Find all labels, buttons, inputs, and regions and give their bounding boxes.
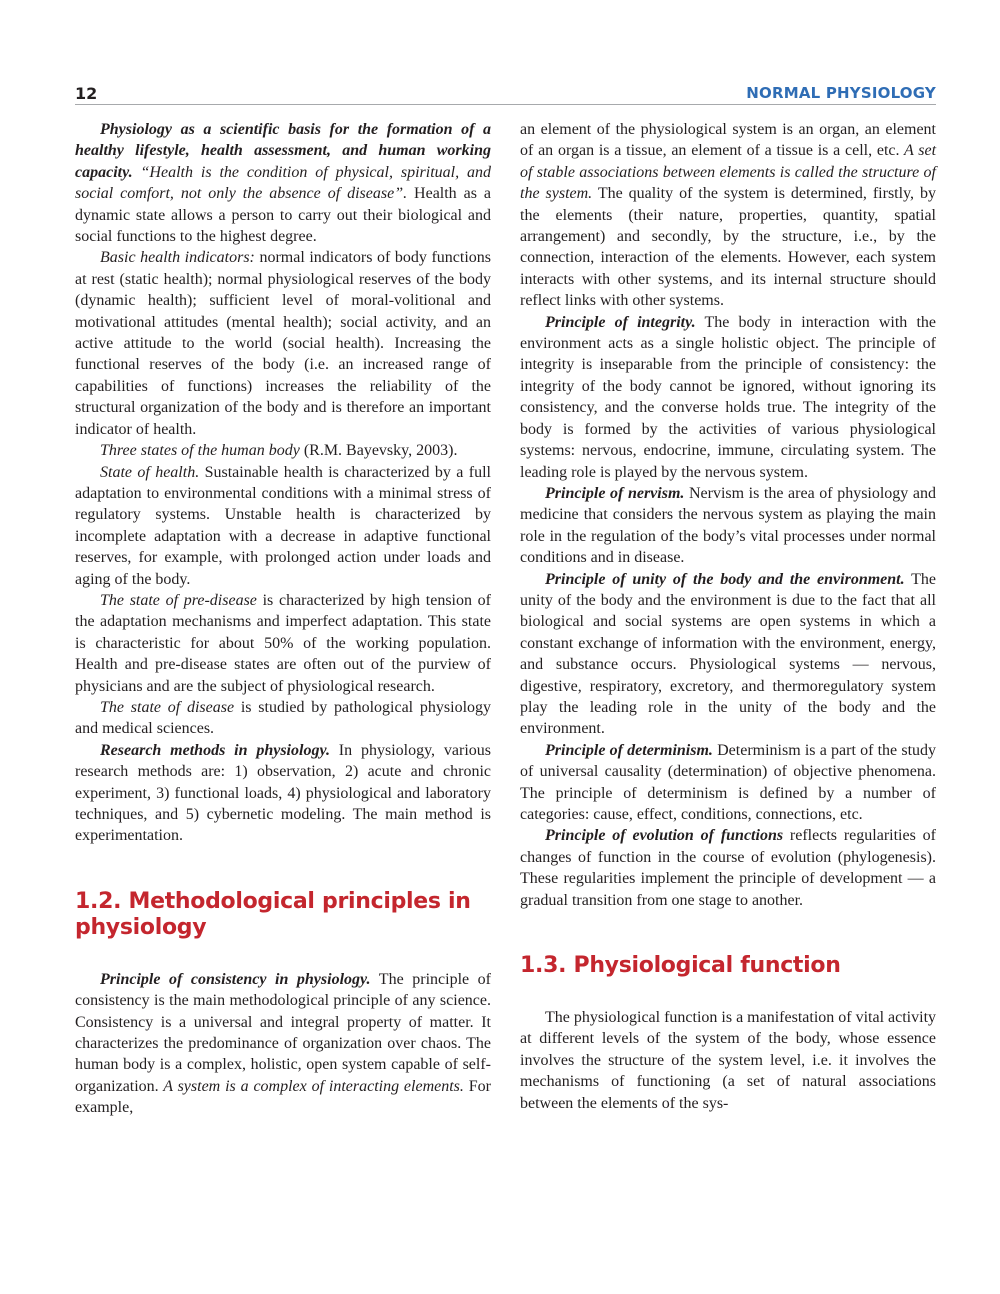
italic-text: “Health is the condition of physical, spiritual, and social comfort, not only the absence of disease”. xyxy=(75,163,491,203)
italic-text: The state of disease xyxy=(100,698,235,716)
italic-text: Basic health indicators: xyxy=(100,249,255,267)
paragraph xyxy=(75,247,491,440)
body-text: Health as a dynamic state allows a person to carry out their biological and social functions to the highest degree. xyxy=(75,185,491,246)
paragraph xyxy=(520,1007,936,1114)
body-text: Determinism is a part of the study of universal causality (determination) of objective phenomena. The principle of determinism is defined by a number of categories: cause, effect, conditions, connections, etc. xyxy=(520,741,937,823)
body-text: normal indicators of body functions at rest (static health); normal physiological reserves of the body (dynamic health); sufficient level of moral-volitional and motivational attitudes (mental health); social activity, and an active attitude to the world (social health). Increasing the functional reserves of the body (i.e. an increased range of capabilities of functions) increases the reliability of the structural organization of the body and is therefore an important indicator of health. xyxy=(75,249,491,438)
body-text: is characterized by high tension of the adaptation mechanisms and imperfect adaptation. This state is characteristic for about 50% of the working population. Health and pre-disease states are often out of the purview of physicians and are the subject of physiological research. xyxy=(75,591,492,695)
body-text: The body in interaction with the environment acts as a single holistic object. The principle of integrity is inseparable from the principle of consistency: the integrity of the body cannot be ignored, without ignoring its consistency, and the converse holds true. The integrity of the body is formed by the activities of various physiological systems: nervous, endocrine, immune, circulating system. The leading role is played by the nervous system. xyxy=(520,313,937,481)
run-in-heading: Physiology as a scientific basis for the formation of a healthy lifestyle, health assessment, and human working capacity. xyxy=(75,121,491,181)
body-text: is studied by pathological physiology and medical sciences. xyxy=(75,698,492,738)
run-in-heading: Principle of nervism. xyxy=(545,484,685,502)
body-text: The quality of the system is determined, firstly, by the elements (their nature, properties, quantity, spatial arrangement) and secondly, by the structure, i.e., by the connection, interaction of the elements. However, each system interacts with other systems, and its internal structure should reflect links with other systems. xyxy=(520,185,936,310)
run-in-heading: Principle of integrity. xyxy=(545,313,696,331)
run-in-heading: Principle of consistency in physiology. xyxy=(100,970,371,988)
body-text: The unity of the body and the environment is due to the fact that all biological and social systems are open systems in which a constant exchange of information with the environment, energy, and substance occurs. Physiological systems — nervous, digestive, respiratory, excretory, and thermoregulatory system play the leading role in the unity of the body and the environment. xyxy=(520,570,936,738)
paragraph xyxy=(520,312,936,483)
right-column xyxy=(520,119,936,1114)
italic-text: A system is a complex of interacting elements. xyxy=(158,1077,464,1095)
body-text: reflects regularities of changes of function in the course of evolution (phylogenesis). These regularities implement the principle of development — a gradual transition from one stage to another. xyxy=(520,827,937,909)
paragraph xyxy=(75,119,491,247)
paragraph xyxy=(520,569,936,740)
body-text: (R.M. Bayevsky, 2003). xyxy=(299,442,458,460)
italic-text: The state of pre-disease xyxy=(100,591,257,609)
run-in-heading: Principle of unity of the body and the environment. xyxy=(545,570,905,588)
run-in-heading: Principle of determinism. xyxy=(545,741,713,759)
paragraph xyxy=(75,740,491,847)
page-number: 12 xyxy=(75,84,98,103)
right-paragraphs-after xyxy=(520,1007,936,1114)
paragraph xyxy=(520,825,936,911)
italic-text: Three states of the human body xyxy=(100,442,300,460)
run-in-heading: Research methods in physiology. xyxy=(100,741,330,759)
body-text: Nervism is the area of physiology and medicine that considers the nervous system as playing the main role in the regulation of the body’s vital processes under normal conditions and in disease. xyxy=(520,484,936,567)
paragraph xyxy=(520,740,936,826)
page-header xyxy=(75,82,936,105)
paragraph xyxy=(75,969,491,1119)
right-paragraphs-before xyxy=(520,119,936,911)
section-heading-1-3: 1.3. Physiological function xyxy=(520,953,841,979)
body-text: In physiology, various research methods are: 1) observation, 2) acute and chronic experiment, 3) functional loads, 4) physiological and laboratory techniques, and 5) cybernetic modeling. The main method is experimentation. xyxy=(75,741,491,845)
paragraph xyxy=(520,119,936,312)
paragraph xyxy=(75,697,491,740)
body-text: Sustainable health is characterized by a full adaptation to environmental conditions with a minimal stress of regulatory systems. Unstable health is characterized by incomplete adaptation with a decrease in adaptive functional reserves, for example, with prolonged action under loads and aging of the body. xyxy=(75,463,491,588)
running-title: NORMAL PHYSIOLOGY xyxy=(746,84,936,102)
body-text: an element of the physiological system is an organ, an element of an organ is a tissue, an element of a tissue is a cell, etc. xyxy=(520,121,936,160)
body-text: For example, xyxy=(75,1077,491,1117)
paragraph xyxy=(75,590,491,697)
paragraph xyxy=(520,483,936,569)
italic-text: A set of stable associations between elements is called the structure of the system. xyxy=(520,142,937,203)
run-in-heading: Principle of evolution of functions xyxy=(545,827,784,845)
body-text: The physiological function is a manifestation of vital activity at different levels of the system of the body, whose essence involves the structure of the system level, i.e. it involves the mechanisms of functioning (a set of natural associations between the elements of the sys- xyxy=(520,1009,937,1112)
italic-text: State of health. xyxy=(100,463,200,481)
left-column xyxy=(75,119,491,1119)
body-text: The principle of consistency is the main methodological principle of any science. Consistency is a universal and integral property of matter. It characterizes the predominance of organization over chaos. The human body is a complex, holistic, open system capable of self-organization. xyxy=(75,970,491,1095)
left-paragraphs-before xyxy=(75,119,491,847)
paragraph xyxy=(75,462,491,590)
section-heading-1-2: 1.2. Methodological principles in physiology xyxy=(75,888,471,940)
paragraph xyxy=(75,440,491,461)
left-paragraphs-after xyxy=(75,969,491,1119)
